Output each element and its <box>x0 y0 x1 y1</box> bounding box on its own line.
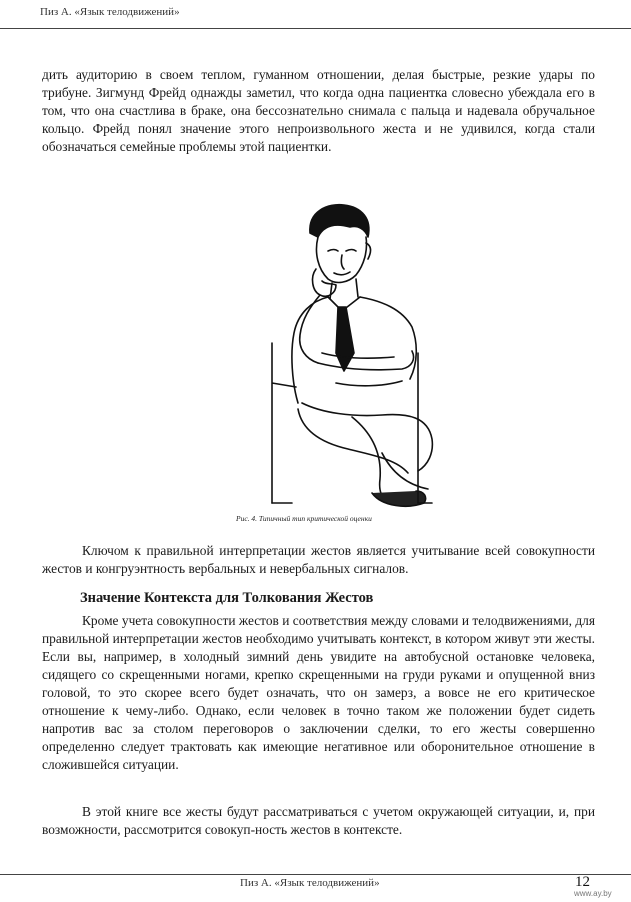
paragraph-2 <box>42 542 595 578</box>
header-rule <box>0 28 631 29</box>
running-header: Пиз А. «Язык телодвижений» <box>40 6 180 18</box>
seated-man-illustration <box>232 203 446 513</box>
paragraph-3-text: Кроме учета совокупности жестов и соответствия между словами и телодвижениями, для правильной интерпретации жестов необходимо учитывать контекст, в котором живут эти жесты. Если вы, например, в холодный зимний день увидите на автобусной остановке человека, сидящего со скрещенными ногами, крепко скрещенными на груди руками и опущенной вниз головой, то это скорее всего будет означать, что он замерз, а вовсе не его критическое отношение к чему-либо. Однако, если человек в точно таком же положении будет сидеть напротив вас за столом переговоров о заключении сделки, то его жесты совершенно определенно следует трактовать как имеющие негативное или оборонительное отношение в сложившейся ситуации. <box>42 613 595 772</box>
paragraph-1-text: дить аудиторию в своем теплом, гуманном отношении, делая быстрые, резкие удары по трибуне. Зигмунд Фрейд однажды заметил, что когда одна пациентка словесно убеждала его в том, что она счастлива в браке, она бессознательно снимала с пальца и надевала обручальное кольцо. Фрейд понял значение этого непроизвольного жеста и не удивился, когда стали обозначаться семейные проблемы этой пациентки. <box>42 67 595 154</box>
paragraph-2-text: Ключом к правильной интерпретации жестов является учитывание всей совокупности жестов и конгруэнтность вербальных и невербальных сигналов. <box>42 543 595 576</box>
watermark: www.ay.by <box>574 889 612 898</box>
paragraph-4 <box>42 803 595 839</box>
figure-caption: Рис. 4. Типичный тип критической оценки <box>236 514 372 523</box>
paragraph-4-text: В этой книге все жесты будут рассматриваться с учетом окружающей ситуации, и, при возможности, рассмотрится совокуп-ность жестов в контексте. <box>42 804 595 837</box>
section-heading: Значение Контекста для Толкования Жестов <box>80 590 374 606</box>
paragraph-3 <box>42 612 595 774</box>
page-number: 12 <box>575 874 590 890</box>
paragraph-1 <box>42 66 595 156</box>
figure-critical-evaluation <box>232 203 446 531</box>
footer-rule <box>0 874 631 875</box>
running-footer: Пиз А. «Язык телодвижений» <box>240 877 380 889</box>
